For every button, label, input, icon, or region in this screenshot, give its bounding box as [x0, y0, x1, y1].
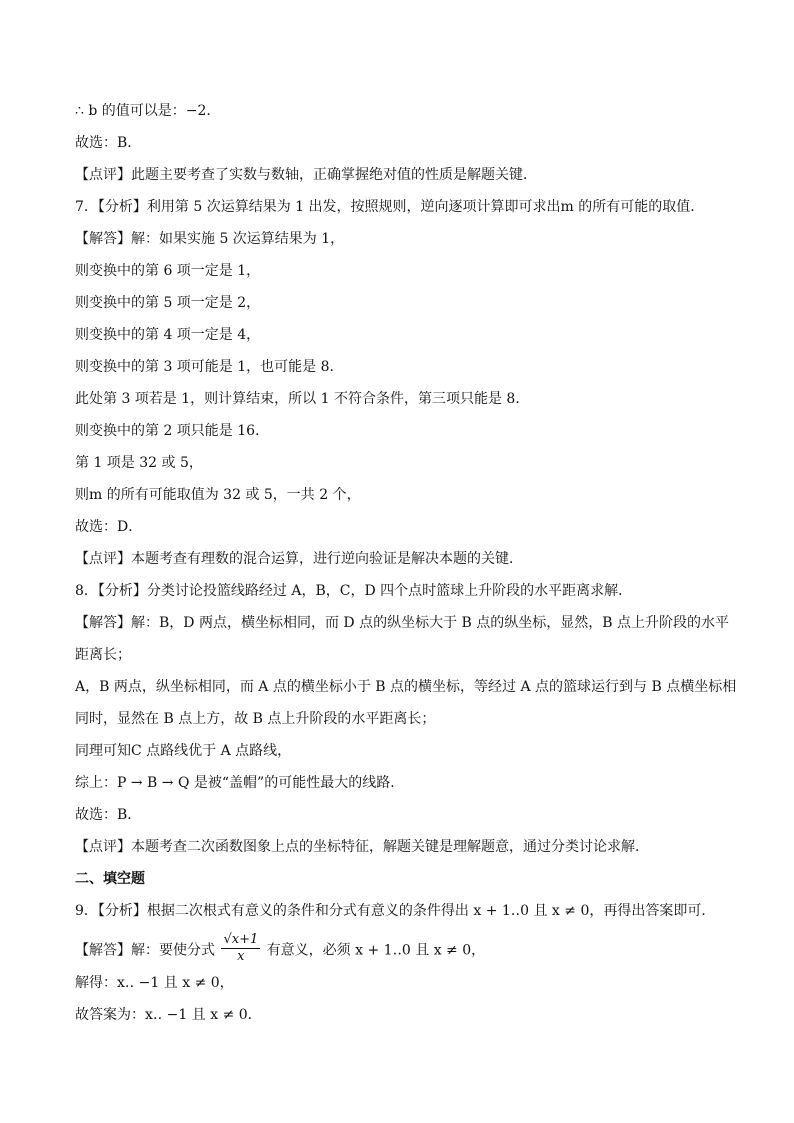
- text-line: 故选：D．: [75, 519, 143, 535]
- question-7-answer: 【解答】解：如果实施 5 次运算结果为 1，: [75, 231, 345, 247]
- question-9-analysis: 9．【分析】根据二次根式有意义的条件和分式有意义的条件得出 x + 1‥0 且 x ≠ 0，再得出答案即可．: [75, 903, 716, 919]
- text-line: 则变换中的第 5 项一定是 2，: [75, 295, 261, 311]
- text-line: 第 1 项是 32 或 5，: [75, 455, 203, 471]
- text-line: ∴ b 的值可以是：−2．: [75, 103, 221, 119]
- question-7-analysis: 7．【分析】利用第 5 次运算结果为 1 出发，按照规则，逆向逐项计算即可求出m 的所有可能的取值．: [75, 199, 705, 215]
- fraction: [221, 932, 260, 965]
- text-line: 同理可知C 点路线优于 A 点路线，: [75, 743, 292, 759]
- text-line: 则m 的所有可能取值为 32 或 5，一共 2 个，: [75, 487, 361, 503]
- text-line: A，B 两点，纵坐标相同，而 A 点的横坐标小于 B 点的横坐标，等经过 A 点的篮球运行到与 B 点横坐标相: [75, 679, 737, 695]
- text-line: 则变换中的第 6 项一定是 1，: [75, 263, 261, 279]
- text-line: 同时，显然在 B 点上方，故 B 点上升阶段的水平距离长；: [75, 711, 436, 727]
- text-line: 解得：x‥ −1 且 x ≠ 0，: [75, 975, 234, 991]
- question-9-answer: [75, 934, 734, 974]
- question-8-analysis: 8．【分析】分类讨论投篮线路经过 A，B，C，D 四个点时篮球上升阶段的水平距离求解．: [75, 583, 633, 599]
- question-8-answer: 【解答】解：B，D 两点，横坐标相同，而 D 点的纵坐标大于 B 点的纵坐标，显然，B 点上升阶段的水平: [75, 615, 730, 631]
- fraction-denominator: x: [237, 949, 245, 964]
- text-line: 则变换中的第 2 项只能是 16．: [75, 423, 270, 439]
- text-line: 综上：P → B → Q 是被“盖帽”的可能性最大的线路．: [75, 775, 405, 791]
- comment-line: 【点评】此题主要考查了实数与数轴，正确掌握绝对值的性质是解题关键．: [75, 167, 537, 183]
- comment-line: 【点评】本题考查有理数的混合运算，进行逆向验证是解决本题的关键．: [75, 551, 523, 567]
- answer-suffix: 有意义，必须 x + 1‥0 且 x ≠ 0，: [266, 942, 486, 959]
- comment-line: 【点评】本题考查二次函数图象上点的坐标特征，解题关键是理解题意，通过分类讨论求解．: [75, 839, 649, 855]
- text-line: 故选：B．: [75, 807, 142, 823]
- text-line: 故答案为：x‥ −1 且 x ≠ 0．: [75, 1007, 262, 1023]
- answer-prefix: 【解答】解：要使分式: [75, 942, 215, 959]
- text-line: 距离长；: [75, 647, 131, 663]
- text-line: 则变换中的第 4 项一定是 4，: [75, 327, 261, 343]
- text-line: 故选：B．: [75, 135, 142, 151]
- text-line: 则变换中的第 3 项可能是 1，也可能是 8．: [75, 359, 344, 375]
- fraction-numerator: √x+1: [223, 932, 259, 947]
- text-line: 此处第 3 项若是 1，则计算结束，所以 1 不符合条件，第三项只能是 8．: [75, 391, 530, 407]
- section-heading: 二、填空题: [75, 871, 145, 887]
